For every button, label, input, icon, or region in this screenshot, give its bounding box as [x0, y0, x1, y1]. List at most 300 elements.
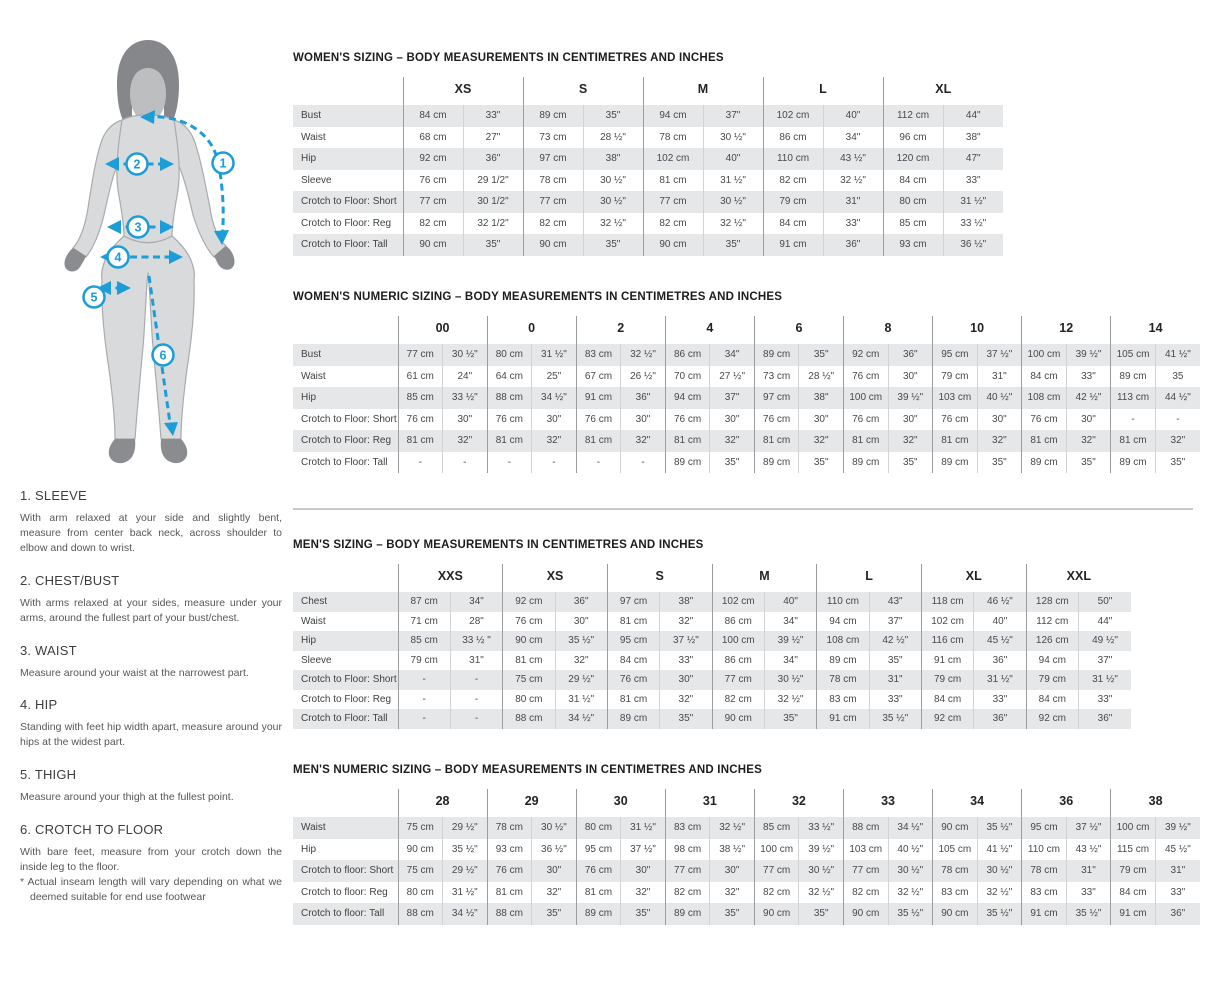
measurement-cell: 90 cm [712, 709, 764, 729]
measurement-cell: 31 ½" [555, 690, 607, 710]
measurement-cell: 95 cm [933, 344, 978, 366]
measurement-cell: 34" [764, 612, 816, 632]
measurement-cell: 81 cm [754, 430, 799, 452]
measurement-cell: 49 ½" [1078, 631, 1131, 651]
measurement-cell: 95 cm [607, 631, 659, 651]
measurement-cell: 40" [764, 592, 816, 612]
figure-right-foot [161, 439, 187, 463]
measurement-cell: 79 cm [1111, 860, 1156, 882]
table-row [293, 191, 1003, 213]
measurement-cell: 92 cm [843, 344, 888, 366]
measurement-cell: 94 cm [817, 612, 869, 632]
measurement-cell: 90 cm [933, 903, 978, 925]
measurement-cell: 40" [823, 105, 883, 127]
measurement-cell: 35 ½" [555, 631, 607, 651]
measurement-cell: 91 cm [576, 387, 621, 409]
measurement-cell: 73 cm [754, 366, 799, 388]
size-column-header: 6 [754, 316, 843, 344]
measurement-cell: 116 cm [921, 631, 973, 651]
measurement-cell: 97 cm [607, 592, 659, 612]
measurement-cell: 98 cm [665, 839, 710, 861]
measurement-cell: 45 ½" [1155, 839, 1200, 861]
measurement-cell: 30 ½" [888, 860, 933, 882]
size-column-header: XS [503, 564, 608, 592]
measurement-cell: 33" [463, 105, 523, 127]
measurement-cell: 81 cm [607, 612, 659, 632]
measurement-cell: 39 ½" [888, 387, 933, 409]
measurement-cell: 33" [1155, 882, 1200, 904]
measurement-cell: 35" [888, 452, 933, 474]
measurement-cell: 93 cm [883, 234, 943, 256]
measurement-cell: 33" [974, 690, 1026, 710]
measurement-cell: 81 cm [1022, 430, 1067, 452]
mens-numeric-sizing-table-section [293, 764, 1200, 925]
measurement-cell: 36" [974, 709, 1026, 729]
measurement-cell: 76 cm [607, 670, 659, 690]
size-column-header: 14 [1111, 316, 1200, 344]
measurement-cell: 90 cm [503, 631, 555, 651]
measurement-cell: 78 cm [487, 817, 532, 839]
womens-numeric-sizing-table-section [293, 291, 1200, 473]
measurement-cell: 91 cm [817, 709, 869, 729]
measurement-cell: 33 ½ " [450, 631, 502, 651]
measurement-cell: 100 cm [712, 631, 764, 651]
measurement-cell: 35" [1155, 452, 1200, 474]
marker-number-4: 4 [114, 250, 122, 265]
measurement-cell: 77 cm [843, 860, 888, 882]
measurement-cell: 32 ½" [703, 213, 763, 235]
measurement-cell: 35" [764, 709, 816, 729]
measurement-cell: - [398, 690, 450, 710]
measurement-cell: 77 cm [523, 191, 583, 213]
instruction-body: Measure around your waist at the narrowest part. [20, 666, 249, 679]
measurement-cell: 32" [660, 612, 712, 632]
measurement-instructions [20, 488, 282, 905]
measurement-cell: 88 cm [487, 387, 532, 409]
measurement-cell: 30 ½" [443, 344, 488, 366]
measurement-cell: 80 cm [487, 344, 532, 366]
table-row [293, 430, 1200, 452]
size-column-header: M [643, 77, 763, 105]
measurement-cell: 88 cm [398, 903, 443, 925]
measurement-cell: 82 cm [754, 882, 799, 904]
measurement-cell: 36" [823, 234, 883, 256]
measurement-cell: 29 1/2" [463, 170, 523, 192]
measurement-cell: 81 cm [398, 430, 443, 452]
measurement-cell: 102 cm [763, 105, 823, 127]
waist-arrowhead-left [107, 220, 121, 234]
row-label: Crotch to Floor: Tall [301, 456, 388, 468]
measurement-cell: 79 cm [921, 670, 973, 690]
measurement-cell: 38" [799, 387, 844, 409]
table-row [293, 170, 1003, 192]
marker-number-2: 2 [133, 157, 141, 172]
measurement-cell: 30" [660, 670, 712, 690]
measurement-cell: 90 cm [523, 234, 583, 256]
measurement-cell: 110 cm [1022, 839, 1067, 861]
instruction-heading: 5. THIGH [20, 767, 77, 783]
measurement-cell: 89 cm [665, 452, 710, 474]
measurement-cell: 35" [799, 903, 844, 925]
row-label: Waist [301, 370, 326, 382]
measurement-cell: 32" [799, 430, 844, 452]
measurement-cell: 67 cm [576, 366, 621, 388]
measurement-cell: 32" [710, 430, 755, 452]
mens-numeric-sizing-table [293, 789, 1200, 925]
measurement-cell: 38" [660, 592, 712, 612]
measurement-cell: 84 cm [1111, 882, 1156, 904]
measurement-cell: 68 cm [403, 127, 463, 149]
measurement-cell: 31 ½" [943, 191, 1003, 213]
measurement-cell: 94 cm [665, 387, 710, 409]
measurement-cell: 35" [703, 234, 763, 256]
figure-left-arm [73, 120, 122, 257]
measurement-cell: 91 cm [921, 651, 973, 671]
instruction-body: Standing with feet hip width apart, measure around your hips at the widest part. [20, 721, 282, 749]
measurement-cell: 32 ½" [888, 882, 933, 904]
measurement-cell: 81 cm [843, 430, 888, 452]
measurement-cell: 47" [943, 148, 1003, 170]
measurement-cell: 32" [621, 882, 666, 904]
measurement-cell: 37 ½" [1066, 817, 1111, 839]
instruction-heading: 6. CROTCH TO FLOOR [20, 822, 164, 838]
measurement-cell: 89 cm [1111, 452, 1156, 474]
size-column-header: L [763, 77, 883, 105]
measurement-cell: 77 cm [398, 344, 443, 366]
measurement-cell: 75 cm [503, 670, 555, 690]
measurement-cell: 34 ½" [888, 817, 933, 839]
size-column-header: 2 [576, 316, 665, 344]
measurement-cell: 36" [555, 592, 607, 612]
size-column-header: S [607, 564, 712, 592]
measurement-cell: 32" [555, 651, 607, 671]
measurement-cell: 32 ½" [764, 690, 816, 710]
measurement-cell: 46 ½" [974, 592, 1026, 612]
measurement-cell: 45 ½" [974, 631, 1026, 651]
measurement-cell: 76 cm [403, 170, 463, 192]
size-column-header: XL [921, 564, 1026, 592]
measurement-cell: 76 cm [754, 409, 799, 431]
row-label: Crotch to Floor: Short [301, 413, 397, 425]
table-row [293, 234, 1003, 256]
measurement-cell: 40" [974, 612, 1026, 632]
size-column-header: M [712, 564, 817, 592]
measurement-cell: 30 ½" [977, 860, 1022, 882]
measurement-cell: 32" [443, 430, 488, 452]
measurement-cell: 37" [703, 105, 763, 127]
measurement-cell: 36" [974, 651, 1026, 671]
measurement-cell: 39 ½" [764, 631, 816, 651]
table-corner-cell [293, 77, 403, 105]
measurement-cell: 115 cm [1111, 839, 1156, 861]
measurement-cell: 81 cm [576, 430, 621, 452]
measurement-cell: 38" [943, 127, 1003, 149]
measurement-cell: 89 cm [1111, 366, 1156, 388]
row-label: Hip [301, 153, 317, 165]
measurement-cell: 76 cm [487, 860, 532, 882]
table-title: WOMEN'S NUMERIC SIZING – BODY MEASUREMENTS IN CENTIMETRES AND INCHES [293, 291, 783, 303]
measurement-cell: 30 ½" [703, 191, 763, 213]
measurement-cell: 88 cm [503, 709, 555, 729]
measurement-cell: 82 cm [843, 882, 888, 904]
marker-number-1: 1 [219, 156, 227, 171]
measurement-cell: 30" [555, 612, 607, 632]
measurement-cell: 31 ½" [974, 670, 1026, 690]
measurement-cell: 31 ½" [703, 170, 763, 192]
row-label: Crotch to Floor: Tall [301, 239, 388, 251]
measurement-cell: 83 cm [576, 344, 621, 366]
measurement-cell: 78 cm [523, 170, 583, 192]
measurement-cell: 43 ½" [823, 148, 883, 170]
measurement-cell: 105 cm [1111, 344, 1156, 366]
instruction-body: With arms relaxed at your sides, measure under your arms, around the fullest part of your bust/chest. [20, 596, 282, 624]
measurement-cell: 36" [1155, 903, 1200, 925]
measurement-cell: 89 cm [933, 452, 978, 474]
measurement-cell: 89 cm [754, 344, 799, 366]
size-column-header: 34 [933, 789, 1022, 817]
marker-number-6: 6 [159, 348, 167, 363]
measurement-cell: 76 cm [398, 409, 443, 431]
measurement-cell: - [443, 452, 488, 474]
measurement-cell: 33" [1066, 366, 1111, 388]
row-label: Crotch to Floor: Tall [301, 713, 388, 725]
measurement-cell: 91 cm [763, 234, 823, 256]
instruction-heading: 2. CHEST/BUST [20, 572, 120, 588]
measurement-cell: 97 cm [754, 387, 799, 409]
measurement-cell: 36" [1078, 709, 1131, 729]
measurement-cell: 31" [1155, 860, 1200, 882]
row-label: Crotch to Floor: Reg [301, 693, 392, 705]
size-column-header: 4 [665, 316, 754, 344]
measurement-cell: 32 ½" [621, 344, 666, 366]
measurement-cell: 79 cm [398, 651, 450, 671]
measurement-cell: 110 cm [817, 592, 869, 612]
figure-left-foot [109, 439, 135, 463]
measurement-cell: 85 cm [883, 213, 943, 235]
measurement-cell: 30" [888, 366, 933, 388]
measurement-cell: 35" [463, 234, 523, 256]
measurement-cell: 31 ½" [621, 817, 666, 839]
measurement-cell: 70 cm [665, 366, 710, 388]
measurement-cell: 37 ½" [977, 344, 1022, 366]
measurement-cell: 27 ½" [710, 366, 755, 388]
measurement-cell: 38" [583, 148, 643, 170]
measurement-cell: 31 ½" [532, 344, 577, 366]
measurement-cell: 35 ½" [443, 839, 488, 861]
measurement-cell: 81 cm [933, 430, 978, 452]
table-row [293, 105, 1003, 127]
measurement-cell: 30" [621, 860, 666, 882]
table-row [293, 612, 1131, 632]
table-row [293, 817, 1200, 839]
row-label: Bust [301, 349, 322, 361]
measurement-cell: 32 1/2" [463, 213, 523, 235]
measurement-cell: 42 ½" [1066, 387, 1111, 409]
measurement-cell: 84 cm [607, 651, 659, 671]
measurement-cell: 90 cm [643, 234, 703, 256]
row-label: Hip [301, 635, 317, 647]
measurement-cell: 108 cm [817, 631, 869, 651]
size-column-header: XXL [1026, 564, 1131, 592]
measurement-cell: 33 ½" [799, 817, 844, 839]
measurement-cell: 43" [869, 592, 921, 612]
measurement-cell: 32" [660, 690, 712, 710]
measurement-cell: 32" [888, 430, 933, 452]
measurement-cell: 31" [1066, 860, 1111, 882]
measurement-cell: 36 ½" [943, 234, 1003, 256]
measurement-cell: 84 cm [403, 105, 463, 127]
measurement-cell: - [1111, 409, 1156, 431]
measurement-cell: 34" [710, 344, 755, 366]
measurement-cell: 75 cm [398, 860, 443, 882]
measurement-cell: 38 ½" [710, 839, 755, 861]
measurement-cell: 30 ½" [583, 191, 643, 213]
measurement-cell: 30 ½" [799, 860, 844, 882]
measurement-cell: 103 cm [843, 839, 888, 861]
size-column-header: 31 [665, 789, 754, 817]
measurement-cell: 94 cm [643, 105, 703, 127]
measurement-cell: 34 ½" [443, 903, 488, 925]
measurement-cell: - [398, 709, 450, 729]
mens-sizing-table-section [293, 539, 1131, 729]
measurement-cell: 33" [1078, 690, 1131, 710]
measurement-cell: 112 cm [1026, 612, 1078, 632]
measurement-cell: 81 cm [1111, 430, 1156, 452]
table-row [293, 148, 1003, 170]
measurement-cell: 91 cm [1111, 903, 1156, 925]
table-corner-cell [293, 789, 398, 817]
measurement-cell: 96 cm [883, 127, 943, 149]
row-label: Crotch to Floor: Short [301, 674, 397, 686]
measurement-cell: 93 cm [487, 839, 532, 861]
measurement-cell: 90 cm [933, 817, 978, 839]
row-label: Waist [301, 615, 326, 627]
measurement-cell: 32" [977, 430, 1022, 452]
measurement-cell: 83 cm [665, 817, 710, 839]
measurement-cell: 42 ½" [869, 631, 921, 651]
measurement-cell: 86 cm [712, 651, 764, 671]
measurement-cell: 28 ½" [583, 127, 643, 149]
measurement-cell: 73 cm [523, 127, 583, 149]
measurement-cell: 29 ½" [555, 670, 607, 690]
size-column-header: 30 [576, 789, 665, 817]
measurement-cell: 89 cm [817, 651, 869, 671]
measurement-cell: 30" [532, 860, 577, 882]
measurement-cell: 75 cm [398, 817, 443, 839]
size-column-header: 10 [933, 316, 1022, 344]
marker-number-5: 5 [90, 290, 98, 305]
measurement-cell: 78 cm [817, 670, 869, 690]
measurement-cell: 40 ½" [977, 387, 1022, 409]
measurement-cell: - [576, 452, 621, 474]
size-column-header: 33 [843, 789, 932, 817]
measurement-cell: 85 cm [754, 817, 799, 839]
measurement-cell: 34 ½" [555, 709, 607, 729]
table-row [293, 651, 1131, 671]
measurement-cell: 85 cm [398, 631, 450, 651]
measurement-cell: 95 cm [1022, 817, 1067, 839]
measurement-cell: 88 cm [843, 817, 888, 839]
measurement-cell: 82 cm [763, 170, 823, 192]
measurement-cell: 81 cm [607, 690, 659, 710]
measurement-cell: 81 cm [487, 430, 532, 452]
measurement-cell: 36" [888, 344, 933, 366]
measurement-cell: 80 cm [398, 882, 443, 904]
measurement-cell: 32 ½" [583, 213, 643, 235]
size-column-header: 8 [843, 316, 932, 344]
measurement-cell: 36" [621, 387, 666, 409]
measurement-cell: 35" [710, 903, 755, 925]
table-row [293, 344, 1200, 366]
measurement-cell: 27" [463, 127, 523, 149]
table-row [293, 213, 1003, 235]
measurement-cell: 92 cm [1026, 709, 1078, 729]
measurement-cell: 77 cm [665, 860, 710, 882]
measurement-cell: 76 cm [1022, 409, 1067, 431]
instruction-body: With bare feet, measure from your crotch down the inside leg to the floor. [20, 846, 282, 874]
measurement-cell: 30" [977, 409, 1022, 431]
measurement-cell: 41 ½" [977, 839, 1022, 861]
size-column-header: 0 [487, 316, 576, 344]
instruction-body: With arm relaxed at your side and slightly bent, measure from center back neck, across shoulder to elbow and down to wrist. [20, 512, 282, 554]
measurement-cell: 76 cm [933, 409, 978, 431]
measurement-cell: 33" [823, 213, 883, 235]
measurement-cell: 32" [532, 430, 577, 452]
measurement-cell: 35" [660, 709, 712, 729]
row-label: Bust [301, 110, 322, 122]
measurement-cell: 41 ½" [1155, 344, 1200, 366]
measurement-cell: 90 cm [398, 839, 443, 861]
measurement-cell: 39 ½" [1155, 817, 1200, 839]
table-row [293, 860, 1200, 882]
table-row [293, 839, 1200, 861]
measurement-cell: 39 ½" [1066, 344, 1111, 366]
measurement-cell: 32" [621, 430, 666, 452]
measurement-cell: 32 ½" [799, 882, 844, 904]
measurement-cell: 35 ½" [869, 709, 921, 729]
row-label: Sleeve [301, 174, 332, 186]
measurement-cell: 35" [532, 903, 577, 925]
size-column-header: 28 [398, 789, 487, 817]
measurement-cell: 89 cm [523, 105, 583, 127]
size-column-header: XS [403, 77, 523, 105]
measurement-cell: 91 cm [1022, 903, 1067, 925]
measurement-cell: 79 cm [763, 191, 823, 213]
measurement-cell: 35 [1155, 366, 1200, 388]
measurement-cell: 76 cm [576, 860, 621, 882]
inseam-footnote: * Actual inseam length will vary depending on what we deemed suitable for end use footwear [20, 875, 282, 903]
measurement-cell: 126 cm [1026, 631, 1078, 651]
measurement-cell: 84 cm [1022, 366, 1067, 388]
measurement-cell: 28 ½" [799, 366, 844, 388]
row-label: Crotch to Floor: Reg [301, 435, 392, 447]
measurement-cell: 83 cm [933, 882, 978, 904]
measurement-cell: 32 ½" [977, 882, 1022, 904]
measurement-cell: 108 cm [1022, 387, 1067, 409]
measurement-cell: 89 cm [754, 452, 799, 474]
measurement-cell: 88 cm [487, 903, 532, 925]
row-label: Hip [301, 843, 317, 855]
measurement-cell: 78 cm [933, 860, 978, 882]
measurement-cell: 71 cm [398, 612, 450, 632]
measurement-cell: 35" [869, 651, 921, 671]
measurement-cell: 33" [660, 651, 712, 671]
measurement-cell: 92 cm [403, 148, 463, 170]
row-label: Hip [301, 392, 317, 404]
measurement-cell: 35" [977, 452, 1022, 474]
measurement-cell: 102 cm [712, 592, 764, 612]
measurement-cell: 36 ½" [532, 839, 577, 861]
